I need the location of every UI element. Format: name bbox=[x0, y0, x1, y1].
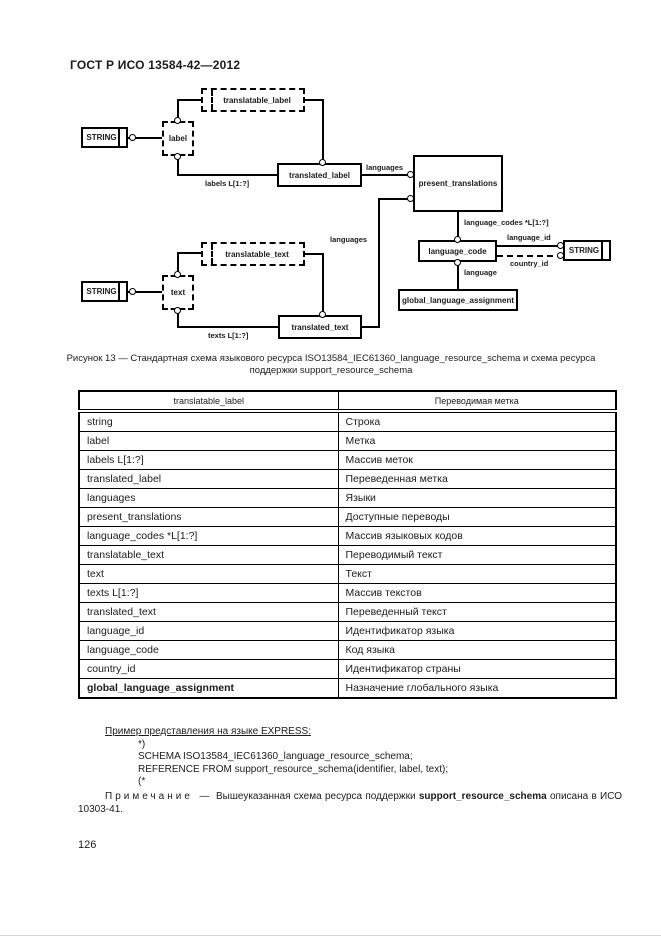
express-example-block bbox=[105, 726, 448, 789]
box-label: global_language_assignment bbox=[401, 295, 515, 305]
connector-circle bbox=[129, 134, 136, 141]
term-cell: texts L[1:?] bbox=[79, 584, 338, 603]
box-label: STRING bbox=[568, 246, 600, 255]
terminology-table bbox=[78, 390, 617, 699]
note-paragraph bbox=[78, 791, 622, 816]
edge-label-labels-list: labels L[1:?] bbox=[205, 179, 250, 188]
term-cell: languages bbox=[79, 489, 338, 508]
table-row bbox=[79, 470, 616, 489]
connector-circle bbox=[319, 311, 326, 318]
translation-cell: Массив текстов bbox=[338, 584, 616, 603]
example-heading: Пример представления на языке EXPRESS: bbox=[105, 726, 311, 737]
column-header-translation: Переводимая метка bbox=[338, 391, 616, 411]
box-label: text bbox=[170, 288, 186, 297]
table-row bbox=[79, 527, 616, 546]
table-row bbox=[79, 641, 616, 660]
table-header-row bbox=[79, 391, 616, 411]
connector-circle bbox=[557, 242, 564, 249]
translation-cell: Переводимый текст bbox=[338, 546, 616, 565]
simple-type-divider bbox=[601, 242, 603, 259]
simple-type-divider bbox=[118, 129, 120, 146]
entity-box-translatable-text bbox=[201, 242, 305, 266]
table-row bbox=[79, 622, 616, 641]
box-label: translated_label bbox=[289, 170, 350, 180]
edge-line bbox=[362, 326, 378, 328]
term-cell: language_codes *L[1:?] bbox=[79, 527, 338, 546]
entity-box-translated-text bbox=[278, 315, 362, 339]
express-code-line: REFERENCE FROM support_resource_schema(identifier, label, text); bbox=[138, 763, 449, 775]
box-label: language_code bbox=[428, 246, 487, 256]
box-label: label bbox=[168, 134, 188, 143]
box-label: translated_text bbox=[291, 322, 349, 332]
edge-label-languages-top: languages bbox=[366, 163, 404, 172]
translation-cell: Языки bbox=[338, 489, 616, 508]
table-row bbox=[79, 565, 616, 584]
translation-cell: Доступные переводы bbox=[338, 508, 616, 527]
term-cell: language_code bbox=[79, 641, 338, 660]
term-cell: label bbox=[79, 432, 338, 451]
edge-line-dashed bbox=[497, 255, 563, 257]
connector-circle bbox=[174, 307, 181, 314]
type-box-string-bottom bbox=[81, 281, 128, 302]
type-divider bbox=[211, 90, 213, 110]
edge-line bbox=[177, 326, 278, 328]
edge-line bbox=[497, 245, 563, 247]
box-label: translatable_text bbox=[225, 249, 289, 259]
translation-cell: Массив языковых кодов bbox=[338, 527, 616, 546]
edge-line bbox=[177, 174, 277, 176]
connector-circle bbox=[174, 117, 181, 124]
connector-circle bbox=[454, 236, 461, 243]
type-box-label bbox=[162, 121, 194, 156]
translation-cell: Код языка bbox=[338, 641, 616, 660]
edge-line bbox=[322, 253, 324, 315]
table-row bbox=[79, 411, 616, 432]
edge-line bbox=[177, 99, 201, 101]
edge-label-country-id: country_id bbox=[510, 259, 549, 268]
translation-cell: Текст bbox=[338, 565, 616, 584]
connector-circle bbox=[174, 153, 181, 160]
edge-label-language-codes: language_codes *L[1:?] bbox=[464, 218, 549, 227]
translation-cell: Метка bbox=[338, 432, 616, 451]
simple-type-divider bbox=[118, 283, 120, 300]
entity-box-global-language-assignment bbox=[398, 289, 518, 311]
note-label: Примечание bbox=[105, 791, 193, 802]
connector-circle bbox=[454, 259, 461, 266]
note-dash: — bbox=[199, 791, 210, 802]
type-divider bbox=[211, 244, 213, 264]
page-number: 126 bbox=[78, 839, 97, 851]
connector-circle bbox=[319, 159, 326, 166]
table-row bbox=[79, 679, 616, 699]
table-row bbox=[79, 546, 616, 565]
table-row bbox=[79, 489, 616, 508]
connector-circle bbox=[407, 195, 414, 202]
type-box-string-right bbox=[563, 240, 611, 261]
edge-line bbox=[362, 174, 413, 176]
box-label: STRING bbox=[86, 287, 117, 296]
connector-circle bbox=[174, 271, 181, 278]
edge-line bbox=[322, 99, 324, 163]
term-cell: translated_label bbox=[79, 470, 338, 489]
column-header-term: translatable_label bbox=[79, 391, 338, 411]
term-cell: global_language_assignment bbox=[79, 679, 338, 699]
connector-circle bbox=[129, 288, 136, 295]
edge-label-language: language bbox=[464, 268, 497, 277]
translation-cell: Идентификатор языка bbox=[338, 622, 616, 641]
table-row bbox=[79, 660, 616, 679]
express-g-diagram bbox=[0, 0, 661, 350]
connector-circle bbox=[407, 171, 414, 178]
standard-number-header: ГОСТ Р ИСО 13584-42—2012 bbox=[70, 58, 241, 72]
edge-line bbox=[378, 198, 380, 328]
note-text-tail: описана в ИСО 10303-41. bbox=[78, 791, 622, 815]
term-cell: translatable_text bbox=[79, 546, 338, 565]
term-cell: present_translations bbox=[79, 508, 338, 527]
translation-cell: Переведенная метка bbox=[338, 470, 616, 489]
table-row bbox=[79, 603, 616, 622]
term-cell: country_id bbox=[79, 660, 338, 679]
term-cell: text bbox=[79, 565, 338, 584]
translation-cell: Переведенный текст bbox=[338, 603, 616, 622]
box-label: STRING bbox=[86, 133, 117, 142]
edge-label-language-id: language_id bbox=[507, 233, 551, 242]
express-code-line: SCHEMA ISO13584_IEC61360_language_resource_schema; bbox=[138, 751, 413, 762]
table-row bbox=[79, 584, 616, 603]
figure-caption: Рисунок 13 — Стандартная схема языкового ресурса ISO13584_IEC61360_language_resource_schema и схема ресурса поддержки support_resource_schema bbox=[66, 353, 596, 376]
edge-line bbox=[457, 262, 459, 289]
express-code-line: *) bbox=[138, 738, 146, 750]
translation-cell: Строка bbox=[338, 411, 616, 432]
connector-circle bbox=[557, 252, 564, 259]
edge-label-texts-list: texts L[1:?] bbox=[208, 331, 249, 340]
translation-cell: Идентификатор страны bbox=[338, 660, 616, 679]
type-box-text bbox=[162, 275, 194, 310]
entity-box-translatable-label bbox=[201, 88, 305, 112]
type-box-string-top bbox=[81, 127, 128, 148]
term-cell: string bbox=[79, 411, 338, 432]
term-cell: labels L[1:?] bbox=[79, 451, 338, 470]
table-row bbox=[79, 451, 616, 470]
translation-cell: Массив меток bbox=[338, 451, 616, 470]
box-label: translatable_label bbox=[223, 95, 291, 105]
note-bold-term: support_resource_schema bbox=[418, 791, 547, 802]
edge-line bbox=[177, 252, 201, 254]
entity-box-translated-label bbox=[277, 163, 362, 187]
translation-cell: Назначение глобального языка bbox=[345, 682, 499, 694]
table-row bbox=[79, 432, 616, 451]
express-code-line: (* bbox=[138, 776, 146, 787]
edge-label-languages-bottom: languages bbox=[330, 235, 368, 244]
box-label: present_translations bbox=[418, 179, 498, 188]
term-cell: translated_text bbox=[79, 603, 338, 622]
table-row bbox=[79, 508, 616, 527]
term-cell: language_id bbox=[79, 622, 338, 641]
entity-box-present-translations bbox=[413, 155, 503, 212]
note-text: Вышеуказанная схема ресурса поддержки bbox=[215, 791, 416, 802]
